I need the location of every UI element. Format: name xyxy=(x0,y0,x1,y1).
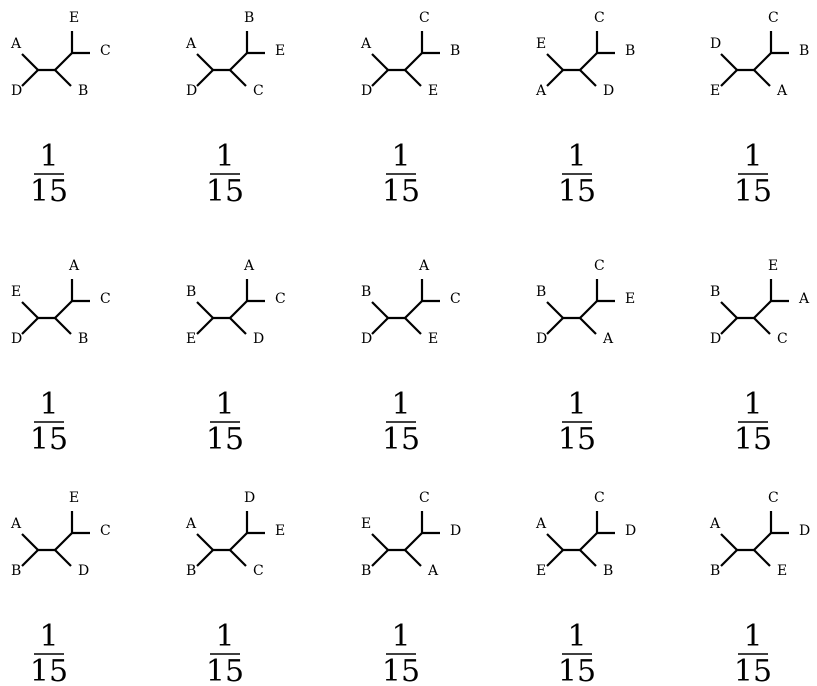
leaf-label-right-side: E xyxy=(275,43,286,59)
leaf-label-right-side: D xyxy=(450,523,462,539)
tree-3 xyxy=(360,10,460,99)
prob-numerator: 1 xyxy=(567,619,587,654)
leaf-label-right-top: A xyxy=(419,258,430,274)
leaf-label-right-bottom: D xyxy=(603,83,615,99)
tree-8 xyxy=(361,258,461,347)
leaf-label-left-top: E xyxy=(361,516,372,532)
edge-right-bottom xyxy=(754,70,770,86)
prob-denominator: 15 xyxy=(381,422,421,457)
leaf-label-right-side: C xyxy=(100,43,111,59)
edge-left-bottom xyxy=(372,70,388,86)
edge-left-top xyxy=(22,534,38,550)
leaf-label-left-top: B xyxy=(186,284,197,300)
edge-right-bottom xyxy=(405,70,421,86)
edge-right-bottom xyxy=(230,318,246,334)
leaf-label-right-bottom: E xyxy=(777,563,788,579)
leaf-label-right-bottom: D xyxy=(78,563,90,579)
edge-right-bottom xyxy=(405,550,421,566)
leaf-label-left-top: A xyxy=(186,516,197,532)
leaf-label-right-top: A xyxy=(244,258,255,274)
leaf-label-right-side: E xyxy=(625,291,636,307)
leaf-label-left-top: D xyxy=(710,36,722,52)
internal-edge-2 xyxy=(580,301,597,318)
leaf-label-left-top: B xyxy=(536,284,547,300)
internal-edge-2 xyxy=(55,533,72,550)
leaf-label-right-bottom: B xyxy=(78,83,89,99)
internal-edge-2 xyxy=(55,301,72,318)
leaf-label-right-top: C xyxy=(419,490,430,506)
edge-left-bottom xyxy=(547,550,563,566)
prob-denominator: 15 xyxy=(29,422,69,457)
leaf-label-right-top: E xyxy=(69,10,80,26)
prob-denominator: 15 xyxy=(29,654,69,686)
tree-14 xyxy=(535,490,636,579)
leaf-label-right-top: B xyxy=(244,10,255,26)
prob-denominator: 15 xyxy=(557,174,597,209)
prob-numerator: 1 xyxy=(567,139,587,174)
leaf-label-left-bottom: D xyxy=(11,331,23,347)
internal-edge-2 xyxy=(55,53,72,70)
leaf-label-left-top: B xyxy=(361,284,372,300)
leaf-label-right-bottom: B xyxy=(603,563,614,579)
internal-edge-2 xyxy=(230,53,247,70)
leaf-label-right-top: C xyxy=(768,10,779,26)
leaf-label-right-top: C xyxy=(419,10,430,26)
edge-left-top xyxy=(197,302,213,318)
leaf-label-left-top: E xyxy=(11,284,22,300)
leaf-label-right-side: C xyxy=(100,523,111,539)
prob-denominator: 15 xyxy=(557,654,597,686)
prob-denominator: 15 xyxy=(205,654,245,686)
edge-right-bottom xyxy=(230,550,246,566)
leaf-label-left-bottom: D xyxy=(536,331,548,347)
leaf-label-left-top: E xyxy=(536,36,547,52)
tree-6 xyxy=(11,258,111,347)
leaf-label-right-top: E xyxy=(69,490,80,506)
tree-12 xyxy=(185,490,285,579)
prob-denominator: 15 xyxy=(733,654,773,686)
tree-2 xyxy=(185,10,285,99)
edge-left-bottom xyxy=(197,70,213,86)
leaf-label-right-top: C xyxy=(768,490,779,506)
prob-denominator: 15 xyxy=(205,174,245,209)
tree-4 xyxy=(535,10,635,99)
edge-left-top xyxy=(22,54,38,70)
edge-left-top xyxy=(372,534,388,550)
tree-5 xyxy=(710,10,809,99)
edge-right-bottom xyxy=(55,550,71,566)
leaf-label-left-bottom: D xyxy=(11,83,23,99)
edge-right-bottom xyxy=(754,318,770,334)
internal-edge-2 xyxy=(754,301,771,318)
prob-denominator: 15 xyxy=(733,422,773,457)
edge-left-bottom xyxy=(22,550,38,566)
prob-numerator: 1 xyxy=(743,387,763,422)
prob-numerator: 1 xyxy=(391,139,411,174)
edge-right-bottom xyxy=(55,318,71,334)
leaf-label-right-bottom: E xyxy=(428,331,439,347)
tree-11 xyxy=(10,490,111,579)
leaf-label-right-top: C xyxy=(594,10,605,26)
leaf-label-left-bottom: A xyxy=(536,83,547,99)
edge-left-top xyxy=(197,54,213,70)
prob-numerator: 1 xyxy=(215,387,235,422)
leaf-label-left-bottom: D xyxy=(361,83,373,99)
leaf-label-left-top: A xyxy=(361,36,372,52)
prob-numerator: 1 xyxy=(215,139,235,174)
edge-left-bottom xyxy=(547,70,563,86)
leaf-label-right-bottom: A xyxy=(777,83,788,99)
internal-edge-2 xyxy=(754,533,771,550)
prob-denominator: 15 xyxy=(381,654,421,686)
tree-13 xyxy=(361,490,461,579)
leaf-label-right-top: E xyxy=(768,258,779,274)
edge-left-top xyxy=(372,302,388,318)
edge-left-top xyxy=(197,534,213,550)
leaf-label-right-top: D xyxy=(244,490,256,506)
internal-edge-2 xyxy=(580,533,597,550)
edge-right-bottom xyxy=(405,318,421,334)
edge-right-bottom xyxy=(55,70,71,86)
leaf-label-right-side: B xyxy=(625,43,636,59)
internal-edge-2 xyxy=(580,53,597,70)
leaf-label-right-bottom: A xyxy=(603,331,614,347)
prob-numerator: 1 xyxy=(215,619,235,654)
leaf-label-left-top: A xyxy=(11,36,22,52)
leaf-label-right-side: C xyxy=(450,291,461,307)
edge-left-bottom xyxy=(372,550,388,566)
edge-left-top xyxy=(372,54,388,70)
tree-10 xyxy=(710,258,810,347)
edge-left-bottom xyxy=(197,318,213,334)
prob-denominator: 15 xyxy=(557,422,597,457)
leaf-label-right-top: A xyxy=(69,258,80,274)
tree-1 xyxy=(10,10,111,99)
leaf-label-right-bottom: C xyxy=(253,83,264,99)
prob-numerator: 1 xyxy=(391,387,411,422)
leaf-label-right-side: C xyxy=(100,291,111,307)
internal-edge-2 xyxy=(230,301,247,318)
edge-left-bottom xyxy=(547,318,563,334)
edge-right-bottom xyxy=(580,550,596,566)
edge-left-top xyxy=(547,54,563,70)
leaf-label-left-bottom: B xyxy=(710,563,721,579)
leaf-label-left-bottom: B xyxy=(361,563,372,579)
leaf-label-left-top: B xyxy=(710,284,721,300)
prob-numerator: 1 xyxy=(743,619,763,654)
leaf-label-left-top: A xyxy=(536,516,547,532)
leaf-label-left-bottom: E xyxy=(710,83,721,99)
edge-left-bottom xyxy=(721,70,737,86)
edge-right-bottom xyxy=(754,550,770,566)
leaf-label-left-bottom: D xyxy=(710,331,722,347)
prob-numerator: 1 xyxy=(39,139,59,174)
prob-numerator: 1 xyxy=(391,619,411,654)
internal-edge-2 xyxy=(405,533,422,550)
internal-edge-2 xyxy=(405,53,422,70)
leaf-label-right-bottom: C xyxy=(253,563,264,579)
edge-right-bottom xyxy=(580,318,596,334)
edge-left-top xyxy=(22,302,38,318)
leaf-label-right-side: E xyxy=(275,523,286,539)
prob-denominator: 15 xyxy=(733,174,773,209)
leaf-label-left-bottom: B xyxy=(11,563,22,579)
leaf-label-right-top: C xyxy=(594,258,605,274)
leaf-label-left-bottom: B xyxy=(186,563,197,579)
leaf-label-right-top: C xyxy=(594,490,605,506)
prob-numerator: 1 xyxy=(743,139,763,174)
edge-left-top xyxy=(721,534,737,550)
tree-15 xyxy=(709,490,810,579)
leaf-label-left-bottom: D xyxy=(186,83,198,99)
leaf-label-right-bottom: B xyxy=(78,331,89,347)
edge-right-bottom xyxy=(230,70,246,86)
leaf-label-right-side: D xyxy=(799,523,811,539)
edge-left-top xyxy=(721,54,737,70)
edge-left-bottom xyxy=(197,550,213,566)
leaf-label-left-top: A xyxy=(11,516,22,532)
internal-edge-2 xyxy=(405,301,422,318)
leaf-label-left-bottom: E xyxy=(536,563,547,579)
leaf-label-right-bottom: D xyxy=(253,331,265,347)
internal-edge-2 xyxy=(754,53,771,70)
leaf-label-right-bottom: A xyxy=(428,563,439,579)
leaf-label-right-bottom: E xyxy=(428,83,439,99)
prob-denominator: 15 xyxy=(29,174,69,209)
internal-edge-2 xyxy=(230,533,247,550)
leaf-label-left-top: A xyxy=(710,516,721,532)
tree-9 xyxy=(536,258,635,347)
leaf-label-right-bottom: C xyxy=(777,331,788,347)
prob-numerator: 1 xyxy=(39,387,59,422)
edge-left-bottom xyxy=(22,318,38,334)
edge-left-top xyxy=(547,534,563,550)
edge-right-bottom xyxy=(580,70,596,86)
leaf-label-left-top: A xyxy=(186,36,197,52)
edge-left-bottom xyxy=(22,70,38,86)
leaf-label-right-side: A xyxy=(799,291,810,307)
edge-left-top xyxy=(547,302,563,318)
leaf-label-right-side: B xyxy=(799,43,810,59)
edge-left-bottom xyxy=(721,550,737,566)
edge-left-top xyxy=(721,302,737,318)
prob-numerator: 1 xyxy=(39,619,59,654)
prob-denominator: 15 xyxy=(205,422,245,457)
leaf-label-right-side: D xyxy=(625,523,637,539)
leaf-label-right-side: B xyxy=(450,43,461,59)
edge-left-bottom xyxy=(372,318,388,334)
tree-7 xyxy=(186,258,286,347)
leaf-label-right-side: C xyxy=(275,291,286,307)
edge-left-bottom xyxy=(721,318,737,334)
prob-numerator: 1 xyxy=(567,387,587,422)
leaf-label-left-bottom: D xyxy=(361,331,373,347)
leaf-label-left-bottom: E xyxy=(186,331,197,347)
prob-denominator: 15 xyxy=(381,174,421,209)
